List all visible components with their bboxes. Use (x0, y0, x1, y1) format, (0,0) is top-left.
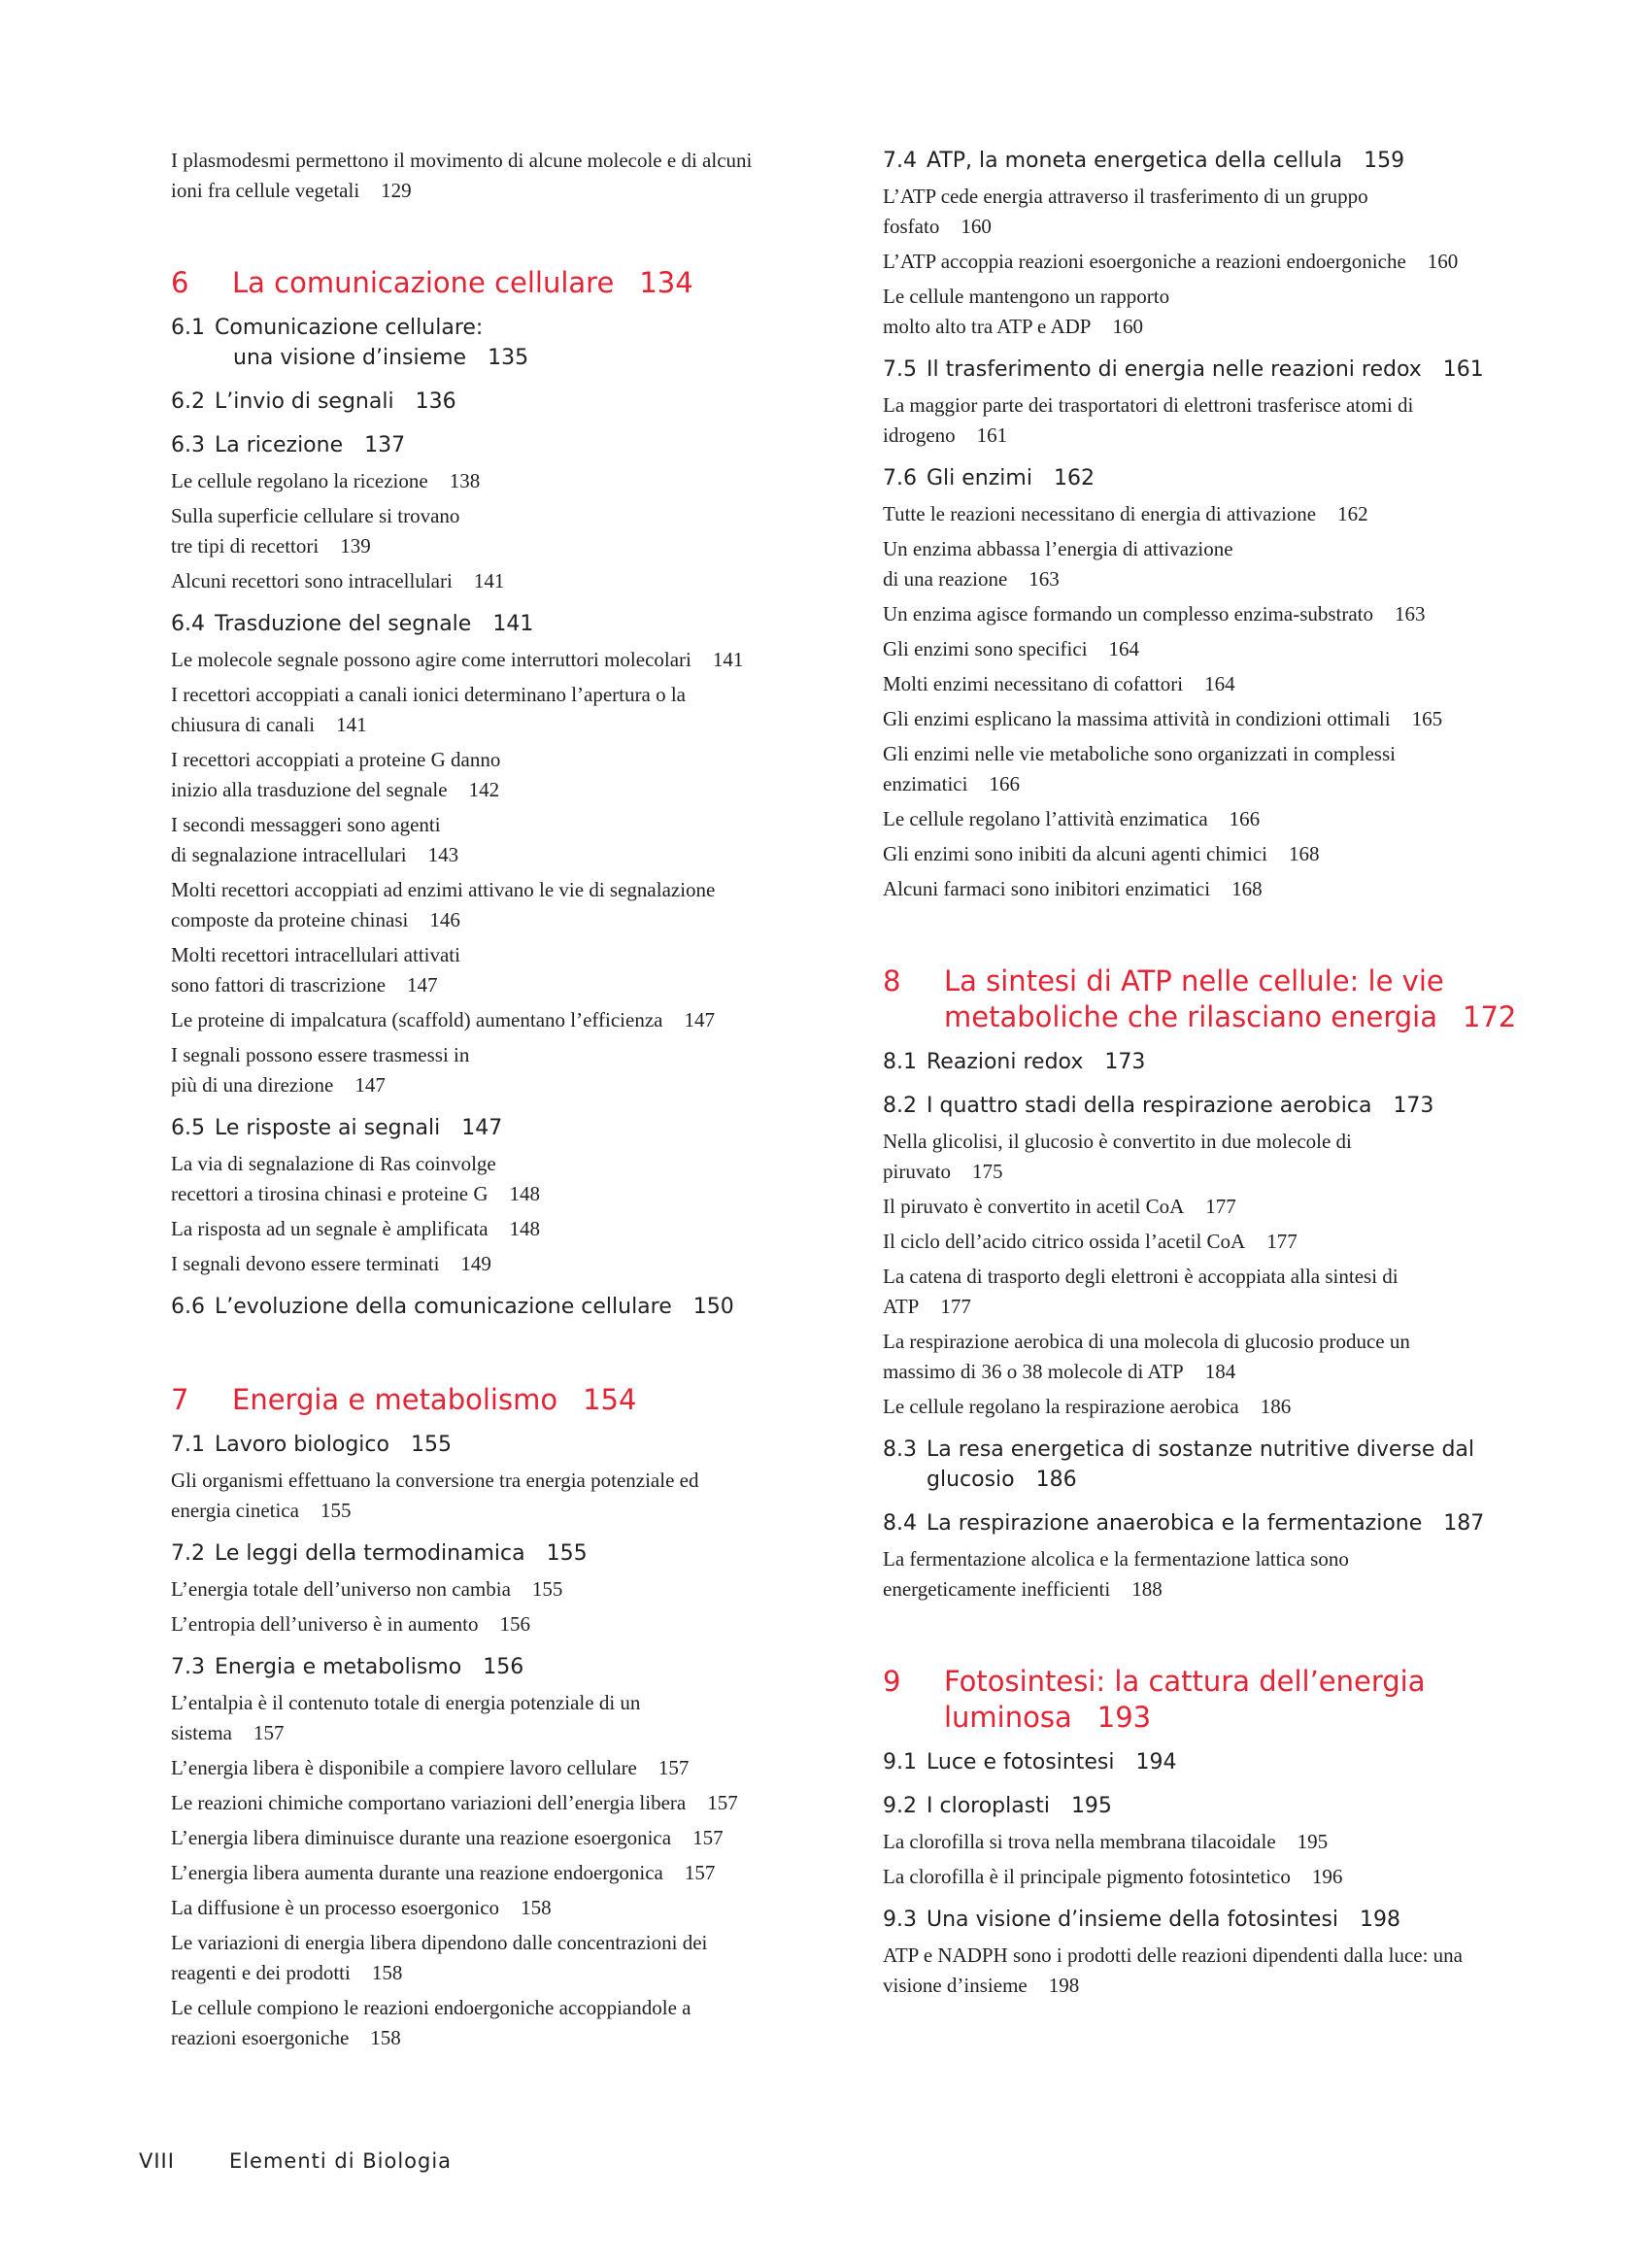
subsection-list (883, 1941, 1524, 2001)
toc-subsection[interactable]: La respirazione aerobica di una molecola di glucosio produce un massimo di 36 o 38 molecole di ATP 184 (883, 1330, 1410, 1383)
page-number: 142 (468, 778, 500, 801)
page-number: 155 (546, 1541, 588, 1566)
section-heading[interactable]: 6.4 Trasduzione del segnale 141 (171, 612, 534, 636)
page-number: 134 (639, 266, 693, 299)
chapter-heading[interactable]: 8 La sintesi di ATP nelle cellule: le vie metaboliche che rilasciano energia 172 (883, 964, 1517, 1033)
page-number: 158 (370, 2026, 401, 2049)
page-number: 129 (381, 179, 412, 202)
subsection-list (883, 1827, 1524, 1892)
page-number: 177 (1205, 1195, 1236, 1218)
page-number: 195 (1070, 1794, 1112, 1818)
page-number: 138 (449, 469, 481, 492)
section-heading[interactable]: 6.6 L’evoluzione della comunicazione cellulare 150 (171, 1295, 734, 1319)
page-number: 166 (1229, 807, 1261, 830)
page-number: 162 (1053, 466, 1095, 490)
page-number: 166 (989, 772, 1020, 795)
page-number: 188 (1131, 1577, 1163, 1601)
page-number: 163 (1395, 602, 1426, 625)
page-number: 168 (1231, 877, 1263, 900)
toc-subsection[interactable]: La fermentazione alcolica e la fermentazione lattica sono energeticamente inefficienti 188 (883, 1547, 1349, 1601)
page-number: 198 (1359, 1908, 1400, 1932)
toc-subsection[interactable]: L’ATP accoppia reazioni esoergoniche a reazioni endoergoniche 160 (883, 250, 1459, 273)
subsection-list (171, 1466, 812, 1526)
book-title: Elementi di Biologia (228, 2149, 453, 2173)
page-number: 135 (488, 346, 529, 370)
toc-subsection[interactable]: Gli enzimi sono inibiti da alcuni agenti chimici 168 (883, 842, 1320, 865)
section-heading[interactable]: 7.1 Lavoro biologico 155 (171, 1433, 452, 1457)
page-number: 172 (1463, 1000, 1517, 1033)
page-number: 158 (521, 1896, 552, 1919)
section-heading[interactable]: 7.3 Energia e metabolismo 156 (171, 1655, 524, 1679)
page-number: 175 (971, 1160, 1003, 1183)
page-number: 158 (371, 1961, 403, 1984)
toc-subsection[interactable]: Gli enzimi esplicano la massima attività in condizioni ottimali 165 (883, 707, 1443, 730)
section-heading[interactable]: 7.2 Le leggi della termodinamica 155 (171, 1541, 588, 1566)
toc-subsection[interactable]: Il ciclo dell’acido citrico ossida l’acetil CoA 177 (883, 1230, 1298, 1253)
toc-subsection[interactable]: L’energia libera diminuisce durante una reazione esoergonica 157 (171, 1826, 724, 1849)
toc-subsection[interactable]: Le molecole segnale possono agire come interruttori molecolari 141 (171, 648, 744, 671)
toc-subsection[interactable]: Un enzima abbassa l’energia di attivazione di una reazione 163 (883, 537, 1233, 591)
toc-subsection[interactable]: Tutte le reazioni necessitano di energia di attivazione 162 (883, 502, 1368, 525)
page-number: 162 (1337, 502, 1368, 525)
subsection-list (171, 1574, 812, 1639)
page-number: 155 (531, 1577, 563, 1601)
toc-subsection[interactable]: Le cellule regolano la ricezione 138 (171, 469, 481, 492)
subsection-list (883, 182, 1524, 342)
section-heading[interactable]: 9.3 Una visione d’insieme della fotosintesi 198 (883, 1908, 1400, 1932)
page-number: 148 (509, 1182, 541, 1205)
subsection-list (883, 390, 1524, 451)
toc-subsection[interactable]: L’energia totale dell’universo non cambia 155 (171, 1577, 563, 1601)
page-number: 173 (1393, 1094, 1434, 1118)
toc-subsection[interactable]: L’energia libera è disponibile a compiere lavoro cellulare 157 (171, 1756, 690, 1779)
page-number: 157 (684, 1861, 716, 1884)
toc-subsection[interactable]: Gli enzimi nelle vie metaboliche sono organizzati in complessi enzimatici 166 (883, 742, 1396, 795)
page-number: 141 (712, 648, 744, 671)
page-number: 173 (1104, 1050, 1146, 1074)
page-number: 184 (1204, 1360, 1236, 1383)
section-heading[interactable]: 9.1 Luce e fotosintesi 194 (883, 1750, 1177, 1774)
page-number: 196 (1311, 1865, 1343, 1888)
page-number: 137 (364, 433, 406, 457)
page-number: 156 (483, 1655, 524, 1679)
page-number: 148 (509, 1217, 541, 1240)
page-number: 163 (1028, 567, 1060, 591)
section-heading[interactable]: 8.1 Reazioni redox 173 (883, 1050, 1146, 1074)
page-number: 157 (707, 1791, 738, 1814)
page-number: 155 (410, 1433, 452, 1457)
folio: VIII (139, 2149, 175, 2173)
page-number: 186 (1260, 1395, 1292, 1418)
section-heading[interactable]: 7.4 ATP, la moneta energetica della cellula 159 (883, 149, 1405, 173)
toc-subsection[interactable]: Le cellule mantengono un rapporto molto alto tra ATP e ADP 160 (883, 285, 1170, 338)
toc-subsection[interactable]: ATP e NADPH sono i prodotti delle reazioni dipendenti dalla luce: una visione d’insieme 198 (883, 1943, 1464, 1997)
page-number: 164 (1204, 672, 1235, 695)
page-number: 198 (1048, 1974, 1080, 1997)
page-number: 141 (473, 569, 505, 592)
section-heading[interactable]: 8.3 La resa energetica di sostanze nutritive diverse dal glucosio 186 (883, 1437, 1475, 1492)
subsection-list (171, 1688, 812, 2053)
page-number: 194 (1135, 1750, 1177, 1774)
page-number: 141 (336, 713, 367, 736)
page-number: 177 (1266, 1230, 1298, 1253)
subsection-list (171, 645, 812, 1100)
toc-subsection[interactable]: I secondi messaggeri sono agenti di segnalazione intracellulari 143 (171, 813, 459, 866)
toc-subsection[interactable]: I segnali devono essere terminati 149 (171, 1252, 491, 1275)
toc-subsection[interactable]: Molti recettori accoppiati ad enzimi attivano le vie di segnalazione composte da proteine chinasi 146 (171, 878, 716, 931)
section-heading[interactable]: 6.2 L’invio di segnali 136 (171, 389, 456, 414)
toc-column-right (883, 146, 1524, 2006)
page-number: 146 (429, 908, 460, 931)
page-number: 155 (320, 1499, 352, 1522)
section-heading[interactable]: 7.6 Gli enzimi 162 (883, 466, 1095, 490)
page-number: 160 (961, 215, 992, 238)
section-heading[interactable]: 9.2 I cloroplasti 195 (883, 1794, 1112, 1818)
page-footer (139, 2149, 452, 2173)
toc-subsection[interactable]: Sulla superficie cellulare si trovano tre tipi di recettori 139 (171, 504, 460, 558)
toc-subsection[interactable]: Le cellule regolano la respirazione aerobica 186 (883, 1395, 1292, 1418)
section-heading[interactable]: 7.5 Il trasferimento di energia nelle reazioni redox 161 (883, 357, 1484, 382)
section-heading[interactable]: 8.2 I quattro stadi della respirazione aerobica 173 (883, 1094, 1434, 1118)
toc-column-left (171, 146, 812, 2058)
toc-subsection[interactable]: L’energia libera aumenta durante una reazione endoergonica 157 (171, 1861, 716, 1884)
toc-subsection[interactable]: L’entropia dell’universo è in aumento 156 (171, 1612, 530, 1636)
page-number: 150 (692, 1295, 734, 1319)
toc-subsection[interactable]: Gli enzimi sono specifici 164 (883, 637, 1140, 660)
page-number: 141 (492, 612, 534, 636)
toc-subsection[interactable]: Un enzima agisce formando un complesso enzima-substrato 163 (883, 602, 1426, 625)
toc-subsection[interactable]: Le cellule compiono le reazioni endoergoniche accoppiandole a reazioni esoergoniche 158 (171, 1996, 691, 2049)
subsection-list (883, 1127, 1524, 1422)
page-number: 161 (1442, 357, 1484, 382)
toc-subsection[interactable]: L’ATP cede energia attraverso il trasferimento di un gruppo fosfato 160 (883, 185, 1368, 238)
toc-subsection[interactable]: La maggior parte dei trasportatori di elettroni trasferisce atomi di idrogeno 161 (883, 393, 1414, 447)
page-number: 160 (1112, 315, 1143, 338)
page-number: 157 (692, 1826, 724, 1849)
toc-subsection[interactable]: Le cellule regolano l’attività enzimatica 166 (883, 807, 1261, 830)
page-number: 149 (460, 1252, 491, 1275)
page-number: 195 (1297, 1830, 1329, 1853)
toc-subsection[interactable]: La risposta ad un segnale è amplificata 148 (171, 1217, 541, 1240)
section-heading[interactable]: 6.1 Comunicazione cellulare: una visione d’insieme 135 (171, 316, 529, 370)
toc-subsection[interactable]: Molti recettori intracellulari attivati sono fattori di trascrizione 147 (171, 943, 460, 997)
chapter-heading[interactable]: 6 La comunicazione cellulare 134 (171, 266, 693, 299)
toc-subsection[interactable]: Le variazioni di energia libera dipendono dalle concentrazioni dei reagenti e dei prodotti 158 (171, 1931, 708, 1984)
page-number: 147 (354, 1073, 386, 1097)
page-number: 186 (1035, 1468, 1077, 1492)
section-heading[interactable]: 6.3 La ricezione 137 (171, 433, 406, 457)
toc-subsection[interactable]: La via di segnalazione di Ras coinvolge recettori a tirosina chinasi e proteine G 148 (171, 1152, 541, 1205)
toc-subsection[interactable]: Gli organismi effettuano la conversione tra energia potenziale ed energia cinetica 155 (171, 1469, 699, 1522)
toc-subsection[interactable]: La clorofilla è il principale pigmento fotosintetico 196 (883, 1865, 1343, 1888)
page-number: 157 (657, 1756, 690, 1779)
page-number: 156 (499, 1612, 530, 1636)
toc-subsection[interactable]: I recettori accoppiati a proteine G danno inizio alla trasduzione del segnale 142 (171, 748, 501, 801)
page-number: 177 (940, 1295, 971, 1318)
page-number: 147 (461, 1116, 503, 1140)
page-number: 161 (976, 423, 1008, 447)
chapter-heading[interactable]: 9 Fotosintesi: la cattura dell’energia luminosa 193 (883, 1665, 1426, 1734)
toc-subsection[interactable]: La diffusione è un processo esoergonico 158 (171, 1896, 552, 1919)
toc-subsection[interactable]: I segnali possono essere trasmessi in più di una direzione 147 (171, 1043, 470, 1097)
page-number: 136 (415, 389, 456, 414)
page-number: 157 (253, 1721, 285, 1744)
page-number: 147 (684, 1008, 715, 1031)
page-number: 159 (1364, 149, 1405, 173)
page-number: 160 (1427, 250, 1459, 273)
subsection-list (883, 1544, 1524, 1605)
toc-subsection[interactable]: I recettori accoppiati a canali ionici determinano l’apertura o la chiusura di canali 141 (171, 683, 686, 736)
toc-subsection[interactable]: L’entalpia è il contenuto totale di energia potenziale di un sistema 157 (171, 1691, 641, 1744)
page-number: 143 (427, 843, 459, 866)
toc-subsection[interactable]: Le proteine di impalcatura (scaffold) aumentano l’efficienza 147 (171, 1008, 715, 1031)
section-heading[interactable]: 6.5 Le risposte ai segnali 147 (171, 1116, 503, 1140)
subsection-list (171, 466, 812, 596)
toc-subsection[interactable]: Alcuni recettori sono intracellulari 141 (171, 569, 505, 592)
page-number: 193 (1096, 1701, 1152, 1734)
page-number: 147 (407, 973, 438, 997)
toc-subsection[interactable]: Alcuni farmaci sono inibitori enzimatici 168 (883, 877, 1263, 900)
subsection-list (171, 1149, 812, 1279)
page-number: 168 (1289, 842, 1320, 865)
page-number: 139 (340, 534, 371, 558)
toc-subsection[interactable]: Il piruvato è convertito in acetil CoA 177 (883, 1195, 1236, 1218)
page-number: 187 (1443, 1511, 1485, 1536)
toc-subsection[interactable]: Molti enzimi necessitano di cofattori 164 (883, 672, 1235, 695)
toc-subsection[interactable]: I plasmodesmi permettono il movimento di alcune molecole e di alcuni ioni fra cellule vegetali 129 (171, 149, 753, 202)
section-heading[interactable]: 8.4 La respirazione anaerobica e la fermentazione 187 (883, 1511, 1485, 1536)
chapter-heading[interactable]: 7 Energia e metabolismo 154 (171, 1383, 637, 1416)
page-number: 165 (1411, 707, 1443, 730)
page-number: 154 (583, 1383, 637, 1416)
toc-subsection[interactable]: Nella glicolisi, il glucosio è convertito in due molecole di piruvato 175 (883, 1130, 1352, 1183)
subsection-list (883, 499, 1524, 904)
toc-subsection[interactable]: La clorofilla si trova nella membrana tilacoidale 195 (883, 1830, 1329, 1853)
toc-subsection[interactable]: Le reazioni chimiche comportano variazioni dell’energia libera 157 (171, 1791, 738, 1814)
page-number: 164 (1108, 637, 1140, 660)
toc-subsection[interactable]: La catena di trasporto degli elettroni è accoppiata alla sintesi di ATP 177 (883, 1265, 1399, 1318)
